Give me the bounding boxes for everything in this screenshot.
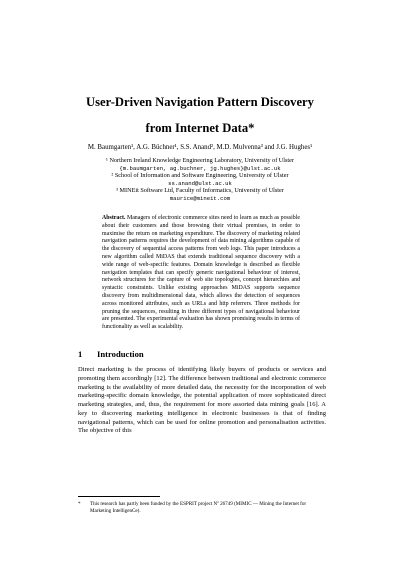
affiliation-3-name: ³ MINEit Software Ltd, Faculty of Informatics, University of Ulster (116, 187, 284, 194)
section-number: 1 (78, 349, 83, 359)
affiliation-1-name: ¹ Northern Ireland Knowledge Engineering Laboratory, University of Ulster (106, 157, 294, 164)
footnote (78, 501, 326, 515)
footnote-mark: * (78, 501, 81, 507)
affiliation-1-emails: {m.baumgarten, ag.buchner, jg.hughes}@ulst.ac.uk (119, 164, 281, 172)
section-heading-introduction (78, 349, 144, 359)
paper-title-line-1: User-Driven Navigation Pattern Discovery (86, 95, 314, 109)
affiliation-3-email: maurice@mineit.com (169, 194, 231, 202)
author-list: M. Baumgarten¹, A.G. Büchner¹, S.S. Anand², M.D. Mulvenna³ and J.G. Hughes¹ (87, 144, 313, 151)
footnote-rule (78, 496, 160, 497)
affiliation-3 (90, 187, 310, 202)
abstract-label: Abstract. (102, 215, 126, 221)
affiliation-2-email: ss.anand@ulst.ac.uk (168, 179, 232, 187)
footnote-text: This research has partly been funded by the ESPRIT project Nº 26749 (MIMIC — Mining the Internet for Marketing IntelligenCe). (90, 501, 307, 514)
affiliation-2 (90, 172, 310, 187)
paper-title-line-2: from Internet Data* (145, 121, 255, 135)
section-title: Introduction (97, 349, 144, 359)
abstract (102, 215, 300, 332)
introduction-paragraph: Direct marketing is the process of identifying likely buyers of products or services and promoting them accordingly [12]. The difference between traditional and electronic commerce marketing is the availability of more detailed data, the necessity for the incorporation of web marketing-specific domain knowledge, the potential application of more sophisticated direct marketing strategies, and, thus, the requirement for more assorted data mining goals [16]. A key to discovering marketing intelligence in electronic businesses is that of finding navigational patterns, which can be used for online promotion and personalisation activities. The objective of this (78, 366, 326, 435)
affiliation-1 (90, 157, 310, 172)
abstract-text: Managers of electronic commerce sites need to learn as much as possible about their customers and those browsing their virtual premises, in order to maximise the return on marketing expenditure. The discovery of marketing related navigation patterns requires the development of data mining algorithms capable of the discovery of sequential access patterns from web logs. This paper introduces a new algorithm called MiDAS that extends traditional sequence discovery with a wide range of web-specific features. Domain knowledge is described as flexible navigation templates that can specify generic navigational behaviour of interest, network structures for the capture of web site topologies, concept hierarchies and syntactic constraints. Unlike existing approaches MiDAS supports sequence discovery from multidimensional data, which allows the detection of sequences across monitored attributes, such as URLs and http referrers. Three methods for pruning the sequences, resulting in three different types of navigational behaviour are presented. The experimental evaluation has shown promising results in terms of functionality as well as scalability. (102, 215, 300, 331)
affiliation-2-name: ² School of Information and Software Engineering, University of Ulster (111, 172, 289, 179)
